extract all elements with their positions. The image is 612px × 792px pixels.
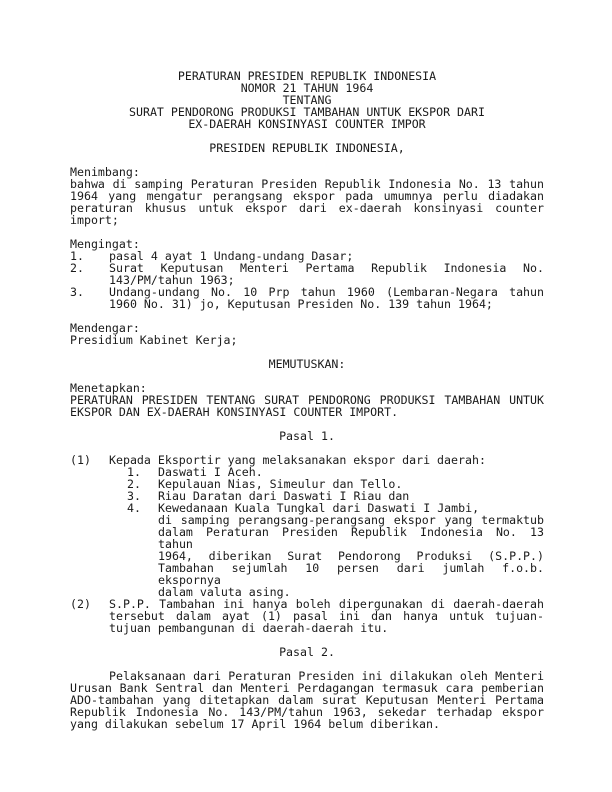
doc-line — [70, 622, 544, 634]
doc-line-text: Mendengar: — [70, 321, 140, 335]
doc-line-text: NOMOR 21 TAHUN 1964 — [240, 81, 374, 95]
doc-line-text: di samping perangsang-perangsang ekspor yang termaktub — [158, 513, 544, 527]
doc-line — [70, 298, 544, 310]
doc-line-text: PERATURAN PRESIDEN TENTANG SURAT PENDORONG PRODUKSI TAMBAHAN UNTUK — [70, 393, 544, 407]
list-marker: 2. — [70, 261, 84, 275]
list-marker: (1) — [70, 453, 91, 467]
doc-line-text: SURAT PENDORONG PRODUKSI TAMBAHAN UNTUK EKSPOR DARI — [129, 105, 485, 119]
doc-line-text: Republik Indonesia No. 143/PM/tahun 1963, sekedar terhadap ekspor — [70, 705, 544, 719]
doc-line-text: yang dilakukan sebelum 17 April 1964 belum diberikan. — [70, 717, 440, 731]
doc-line — [70, 646, 544, 658]
doc-line-text: bahwa di samping Peraturan Presiden Republik Indonesia No. 13 tahun — [70, 177, 544, 191]
blank-line — [70, 154, 544, 166]
doc-line-text: Menetapkan: — [70, 381, 147, 395]
doc-line-text: Undang-undang No. 10 Prp tahun 1960 (Lembaran-Negara tahun — [109, 285, 544, 299]
doc-line-text: ADO-tambahan yang ditetapkan dalam surat Keputusan Menteri Pertama — [70, 693, 544, 707]
doc-line-text: Urusan Bank Sentral dan Menteri Perdagangan termasuk cara pemberian — [70, 681, 544, 695]
doc-line-text: EKSPOR DAN EX-DAERAH KONSINYASI COUNTER IMPORT. — [70, 405, 399, 419]
doc-line-text: PRESIDEN REPUBLIK INDONESIA, — [209, 141, 405, 155]
doc-line-text: Riau Daratan dari Daswati I Riau dan — [158, 489, 410, 503]
doc-line-text: 1960 No. 31) jo, Keputusan Presiden No. 139 tahun 1964; — [109, 297, 493, 311]
doc-line — [70, 526, 544, 550]
doc-line-text: 143/PM/tahun 1963; — [109, 273, 235, 287]
doc-line-text: Presidium Kabinet Kerja; — [70, 333, 238, 347]
doc-line-text: MEMUTUSKAN: — [268, 357, 346, 371]
doc-line-text: Kepulauan Nias, Simeulur dan Tello. — [158, 477, 403, 491]
list-marker: 2. — [127, 477, 141, 491]
doc-line — [70, 406, 544, 418]
doc-line-text: TENTANG — [282, 93, 332, 107]
doc-line — [70, 718, 544, 730]
doc-line-text: Menimbang: — [70, 165, 140, 179]
doc-line — [70, 118, 544, 130]
doc-line-text: tujuan pembangunan di daerah-daerah itu. — [109, 621, 389, 635]
doc-line-text: import; — [70, 213, 119, 227]
doc-line — [70, 334, 544, 346]
doc-line-text: S.P.P. Tambahan ini hanya boleh dipergunakan di daerah-daerah — [109, 597, 544, 611]
blank-line — [70, 310, 544, 322]
doc-line-text: Kewedanaan Kuala Tungkal dari Daswati I Jambi, — [158, 501, 480, 515]
list-marker: (2) — [70, 597, 91, 611]
doc-line-text: Daswati I Aceh. — [158, 465, 263, 479]
doc-line — [70, 202, 544, 214]
list-marker: 3. — [70, 285, 84, 299]
doc-line — [70, 358, 544, 370]
doc-line-text: EX-DAERAH KONSINYASI COUNTER IMPOR — [188, 117, 426, 131]
doc-line-text: pasal 4 ayat 1 Undang-undang Dasar; — [109, 249, 354, 263]
doc-line-text: Tambahan sejumlah 10 persen dari jumlah f.o.b. ekspornya — [158, 561, 544, 587]
doc-line-text: 1964, diberikan Surat Pendorong Produksi (S.P.P.) — [158, 549, 544, 563]
list-marker: 3. — [127, 489, 141, 503]
list-marker: 1. — [70, 249, 84, 263]
doc-line — [70, 454, 544, 466]
doc-line-text: tersebut dalam ayat (1) pasal ini dan hanya untuk tujuan- — [109, 609, 544, 623]
doc-line-text: Pelaksanaan dari Peraturan Presiden ini dilakukan oleh Menteri — [109, 669, 544, 683]
doc-line-text: PERATURAN PRESIDEN REPUBLIK INDONESIA — [177, 69, 437, 83]
doc-line-text: dalam valuta asing. — [158, 585, 291, 599]
list-marker: 4. — [127, 501, 141, 515]
document-body — [70, 70, 544, 730]
doc-line-text: Surat Keputusan Menteri Pertama Republik Indonesia No. — [109, 261, 544, 275]
doc-line-text: Pasal 1. — [279, 429, 335, 443]
doc-line — [70, 562, 544, 586]
doc-line-text: 1964 yang mengatur perangsang ekspor pada umumnya perlu diadakan — [70, 189, 544, 203]
doc-line-text: Pasal 2. — [279, 645, 335, 659]
blank-line — [70, 226, 544, 238]
doc-line-text: Kepada Eksportir yang melaksanakan ekspor dari daerah: — [109, 453, 486, 467]
doc-line-text: peraturan khusus untuk ekspor dari ex-daerah konsinyasi counter — [70, 201, 544, 215]
doc-line — [70, 430, 544, 442]
doc-line-text: dalam Peraturan Presiden Republik Indonesia No. 13 tahun — [158, 525, 544, 551]
list-marker: 1. — [127, 465, 141, 479]
doc-line-text: Mengingat: — [70, 237, 140, 251]
doc-line — [70, 214, 544, 226]
doc-line — [70, 142, 544, 154]
